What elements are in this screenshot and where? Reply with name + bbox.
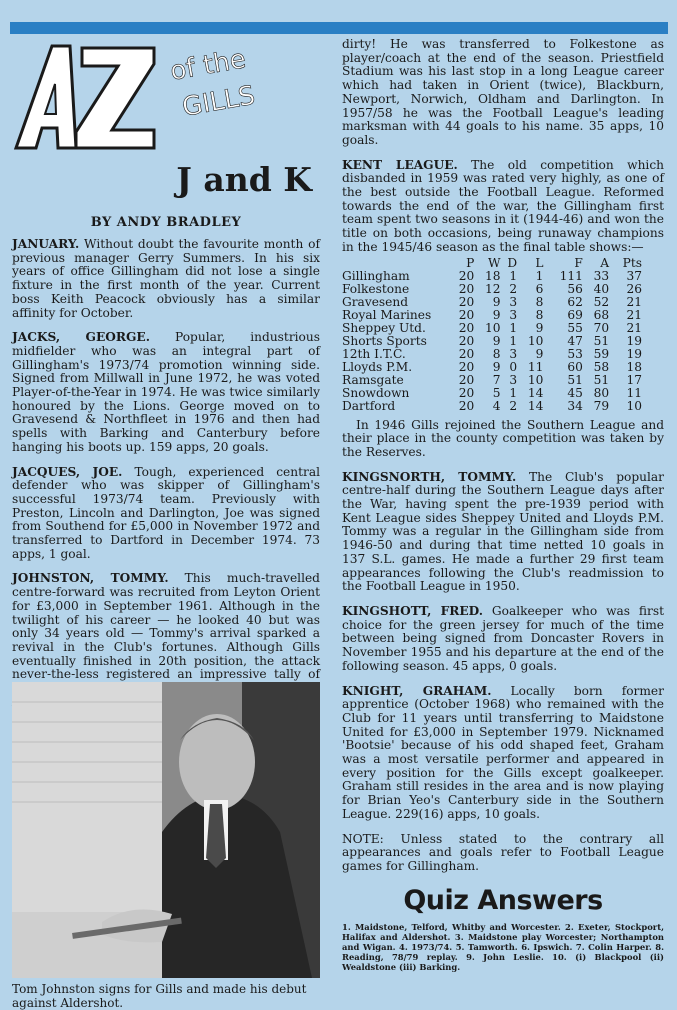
stat-cell: 19 (626, 346, 642, 361)
league-column-header (342, 257, 448, 270)
team-name-cell: Folkestone (342, 281, 410, 296)
league-column-header: W (488, 255, 501, 270)
stat-cell: 47 (567, 333, 583, 348)
photo-illustration (12, 682, 320, 978)
entry-head: JACQUES, JOE. (12, 464, 123, 479)
team-name-cell: Sheppey Utd. (342, 320, 426, 335)
stat-cell: 20 (458, 320, 475, 335)
stat-cell: 0 (509, 359, 518, 374)
left-entry (12, 466, 320, 562)
team-name-cell: Shorts Sports (342, 333, 427, 348)
stat-cell: 20 (458, 333, 475, 348)
stat-cell: 20 (458, 268, 475, 283)
team-name-cell: Ramsgate (342, 372, 404, 387)
stat-cell: 9 (492, 359, 501, 374)
stat-cell: 20 (458, 385, 475, 400)
league-column-header: L (535, 255, 544, 270)
byline: BY ANDY BRADLEY (90, 215, 242, 230)
stat-cell: 20 (458, 372, 475, 387)
stat-cell: 53 (567, 346, 583, 361)
team-name-cell: Gravesend (342, 294, 409, 309)
entry-head: KNIGHT, GRAHAM. (342, 683, 492, 698)
team-name-cell: Gillingham (342, 268, 410, 283)
stat-cell: 55 (567, 320, 583, 335)
stat-cell: 3 (509, 307, 518, 322)
stat-cell: 79 (593, 398, 610, 413)
stat-cell: 18 (485, 268, 501, 283)
stat-cell: 1 (535, 268, 544, 283)
stat-cell: 33 (593, 268, 610, 283)
entry-head: JOHNSTON, TOMMY. (12, 571, 169, 586)
johnston-continuation: dirty! He was transferred to Folkestone as player/coach at the end of the season. Priestfield Stadium was his last stop in a long League career which had taken in Orient (twice), Blackburn, Newport, Norwich, Oldham and Darlington. In 1957/58 he was the Football League's leading marksman with 44 goals to his name. 35 apps, 10 goals. (342, 37, 664, 147)
table-row (342, 400, 642, 413)
stat-cell: 21 (626, 307, 642, 322)
table-row (342, 309, 642, 322)
logo-gills: GILLS (180, 80, 258, 123)
stat-cell: 68 (593, 307, 610, 322)
stat-cell: 11 (527, 359, 544, 374)
team-name-cell: Snowdown (342, 385, 410, 400)
stat-cell: 18 (626, 359, 642, 374)
stat-cell: 11 (626, 385, 642, 400)
stat-cell: 5 (492, 385, 501, 400)
league-column-header: F (574, 255, 583, 270)
stat-cell: 3 (509, 372, 518, 387)
stat-cell: 10 (626, 398, 642, 413)
table-row (342, 374, 642, 387)
stat-cell: 8 (535, 294, 544, 309)
stat-cell: 14 (527, 398, 544, 413)
league-table (342, 257, 642, 413)
table-row (342, 361, 642, 374)
right-column (342, 38, 664, 972)
left-entry (12, 238, 320, 320)
stat-cell: 20 (458, 346, 475, 361)
league-column-header: A (600, 255, 610, 270)
entry-text: Without doubt the favourite month of previous manager Gerry Summers. In his six years of office Gillingham did not lose a single fixture in the first month of the year. Current boss Keith Peacock obviously has a similar affinity for October. (12, 237, 320, 320)
stat-cell: 2 (509, 281, 518, 296)
stat-cell: 20 (458, 359, 475, 374)
entry-text: Goalkeeper who was first choice for the green jersey for much of the time between being signed from Doncaster Rovers in November 1955 and his departure at the end of the following season. 45 apps, 0 goals. (342, 603, 664, 673)
stat-cell: 10 (527, 372, 544, 387)
entry-text: Locally born former apprentice (October 1968) who remained with the Club for 11 years until transferring to Maidstone United for £3,000 in September 1979. Nicknamed 'Bootsie' because of his odd shaped feet, Graham was a most versatile performer and appeared in every position for the Gills except goalkeeper. Graham still resides in the area and is now playing for Brian Yeo's Canterbury side in the Southern League. 229(16) apps, 10 goals. (342, 683, 664, 821)
stat-cell: 2 (509, 398, 518, 413)
kent-league-entry (342, 159, 664, 255)
stat-cell: 14 (527, 385, 544, 400)
table-row (342, 296, 642, 309)
note: NOTE: Unless stated to the contrary all appearances and goals refer to Football League games for Gillingham. (342, 831, 664, 873)
kent-league-after: In 1946 Gills rejoined the Southern League and their place in the county competition was taken by the Reserves. (342, 417, 664, 459)
kent-league-head: KENT LEAGUE. (342, 157, 458, 172)
stat-cell: 52 (593, 294, 610, 309)
league-table-body (342, 270, 642, 413)
left-entries (12, 238, 320, 751)
team-name-cell: Lloyds P.M. (342, 359, 413, 374)
stat-cell: 10 (527, 333, 544, 348)
stat-cell: 60 (567, 359, 583, 374)
stat-cell: 70 (593, 320, 610, 335)
stat-cell: 26 (626, 281, 642, 296)
stat-cell: 1 (509, 385, 518, 400)
stat-cell: 62 (567, 294, 583, 309)
quiz-answers-text: 1. Maidstone, Telford, Whitby and Worcester. 2. Exeter, Stockport, Halifax and Aldershot. 3. Maidstone play Worcester; Northampton and Wigan. 4. 1973/74. 5. Tamworth. 6. Ipswich. 7. Colin Harper. 8. Reading, 78/79 replay. 9. John Leslie. 10. (i) Blackpool (ii) Wealdstone (iii) Barking. (342, 921, 664, 972)
stat-cell: 8 (535, 307, 544, 322)
stat-cell: 9 (492, 307, 501, 322)
stat-cell: 9 (492, 333, 501, 348)
table-row (342, 335, 642, 348)
stat-cell: 45 (567, 385, 583, 400)
stat-cell: 80 (593, 385, 610, 400)
stat-cell: 10 (485, 320, 501, 335)
stat-cell: 20 (458, 294, 475, 309)
section-title: J and K (176, 160, 312, 199)
stat-cell: 51 (593, 333, 610, 348)
table-row (342, 387, 642, 400)
entry-text: This much-travelled centre-forward was recruited from Leyton Orient for £3,000 in September 1961. Although in the twilight of his career — he looked 40 but was only 34 years old — Tommy's arrival sparked a revival in the Club's fortunes. Although Gills eventually finished in 20th position, the attack never-the-less registered an impressive tally of (12, 571, 320, 682)
entry-head: JACKS, GEORGE. (12, 330, 150, 345)
team-name-cell: Royal Marines (342, 307, 432, 322)
stat-cell: 4 (492, 398, 501, 413)
stat-cell: 7 (492, 372, 501, 387)
stat-cell: 20 (458, 398, 475, 413)
league-column-header: Pts (622, 255, 642, 270)
left-entry (12, 331, 320, 454)
stat-cell: 12 (485, 281, 501, 296)
stat-cell: 111 (559, 268, 583, 283)
league-table-header (342, 257, 642, 270)
stat-cell: 9 (492, 294, 501, 309)
stat-cell: 20 (458, 281, 475, 296)
entry-text: Popular, industrious midfielder who was an integral part of Gillingham's 1973/74 promotion winning side. Signed from Millwall in June 1972, he was voted Player-of-the-Year in 1974. He was twice similarly honoured by the Lions. George moved on to Gravesend & Northfleet in 1976 and then had spells with Barking and Canterbury before hanging his boots up. 159 apps, 20 goals. (12, 330, 320, 454)
stat-cell: 37 (626, 268, 642, 283)
photo-caption: Tom Johnston signs for Gills and made his debut against Aldershot. (12, 982, 307, 1010)
stat-cell: 17 (626, 372, 642, 387)
stat-cell: 40 (593, 281, 610, 296)
stat-cell: 19 (626, 333, 642, 348)
kent-league-text: The old competition which disbanded in 1959 was rated very highly, as one of the best outside the Football League. Reformed towards the end of the war, the Gillingham first team spent two seasons in it (1944-46) and won the title on both occasions, being runaway champions in the 1945/46 season as the final table shows:— (342, 157, 665, 254)
table-row (342, 283, 642, 296)
entry-head: KINGSNORTH, TOMMY. (342, 469, 517, 484)
stat-cell: 3 (509, 294, 518, 309)
johnston-photo (12, 682, 320, 978)
a-to-z-logo-graphic (12, 38, 312, 158)
team-name-cell: Dartford (342, 398, 396, 413)
stat-cell: 21 (626, 294, 642, 309)
table-row (342, 348, 642, 361)
stat-cell: 56 (567, 281, 583, 296)
stat-cell: 21 (626, 320, 642, 335)
entry-text: The Club's popular centre-half during the Southern League days after the War, having spent the pre-1939 period with Kent League sides Sheppey United and Lloyds P.M. Tommy was a regular in the Gillingham side from 1946-50 and during that time netted 10 goals in 137 S.L. games. He made a further 29 first team appearances following the Club's readmission to the Football League in 1950. (342, 469, 664, 594)
entry-head: KINGSHOTT, FRED. (342, 603, 484, 618)
stat-cell: 6 (535, 281, 544, 296)
stat-cell: 9 (535, 320, 544, 335)
stat-cell: 58 (593, 359, 610, 374)
right-entries (342, 471, 664, 822)
stat-cell: 20 (458, 307, 475, 322)
stat-cell: 1 (509, 268, 518, 283)
right-entry (342, 471, 664, 594)
stat-cell: 69 (567, 307, 583, 322)
stat-cell: 1 (509, 320, 518, 335)
stat-cell: 1 (509, 333, 518, 348)
stat-cell: 9 (535, 346, 544, 361)
stat-cell: 8 (492, 346, 501, 361)
table-row (342, 322, 642, 335)
league-column-header: D (507, 255, 518, 270)
stat-cell: 51 (567, 372, 583, 387)
entry-text: Tough, experienced central defender who was skipper of Gillingham's successful 1973/74 team. Previously with Preston, Lincoln and Darlington, Joe was signed from Southend for £5,000 in November 1972 and transferred to Dartford in December 1974. 73 apps, 1 goal. (12, 464, 320, 561)
league-column-header: P (466, 255, 475, 270)
a-to-z-logo (12, 38, 312, 158)
stat-cell: 34 (567, 398, 583, 413)
left-column (12, 38, 320, 762)
entry-head: JANUARY. (12, 237, 80, 251)
article-page (12, 37, 668, 1010)
top-accent-rule (10, 22, 668, 34)
table-row (342, 270, 642, 283)
stat-cell: 59 (593, 346, 610, 361)
quiz-answers-title: Quiz Answers (403, 884, 603, 916)
stat-cell: 3 (509, 346, 518, 361)
logo-of-the: of the (168, 44, 249, 87)
right-entry (342, 685, 664, 822)
team-name-cell: 12th I.T.C. (342, 346, 406, 361)
right-entry (342, 605, 664, 674)
stat-cell: 51 (593, 372, 610, 387)
